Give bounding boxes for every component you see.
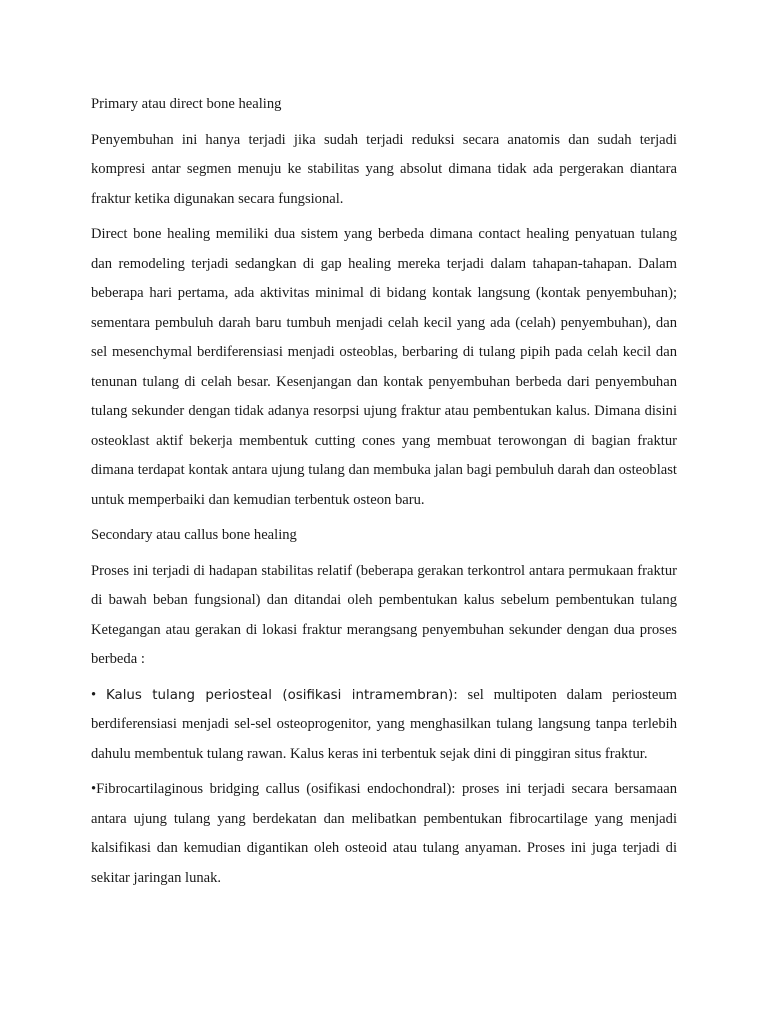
bullet-item-fibrocartilaginous-callus: •Fibrocartilaginous bridging callus (osifikasi endochondral): proses ini terjadi secara bersamaan antara ujung tulang yang berdekatan dan melibatkan pembentukan fibrocartilage yang menjadi kalsifikasi dan kemudian digantikan oleh osteoid atau tulang anyaman. Proses ini juga terjadi di sekitar jaringan lunak. bbox=[91, 781, 677, 886]
bullet-body-text: sel multipoten dalam periosteum berdiferensiasi menjadi sel-sel osteoprogenitor, yang menghasilkan tulang langsung tanpa terlebih dahulu membentuk tulang rawan. Kalus keras ini terbentuk sejak dini di pinggiran situs fraktur. bbox=[91, 686, 677, 762]
heading-primary-bone-healing: Primary atau direct bone healing bbox=[91, 96, 282, 112]
heading-secondary-bone-healing: Secondary atau callus bone healing bbox=[91, 527, 297, 543]
paragraph-direct-healing-details: Direct bone healing memiliki dua sistem yang berbeda dimana contact healing penyatuan tulang dan remodeling terjadi sedangkan di gap healing mereka terjadi dalam tahapan-tahapan. Dalam beberapa hari pertama, ada aktivitas minimal di bidang kontak langsung (kontak penyembuhan); sementara pembuluh darah baru tumbuh menjadi celah kecil yang ada (celah) penyembuhan), dan sel mesenchymal berdiferensiasi menjadi osteoblas, berbaring di tulang pipih pada celah kecil dan tenunan tulang di celah besar. Kesenjangan dan kontak penyembuhan berbeda dari penyembuhan tulang sekunder dengan tidak adanya resorpsi ujung fraktur atau pembentukan kalus. Dimana disini osteoklast aktif bekerja membentuk cutting cones yang membuat terowongan di bagian fraktur dimana terdapat kontak antara ujung tulang dan membuka jalan bagi pembuluh darah dan osteoblast untuk memperbaiki dan kemudian terbentuk osteon baru. bbox=[91, 226, 677, 508]
paragraph-primary-definition: Penyembuhan ini hanya terjadi jika sudah terjadi reduksi secara anatomis dan sudah terjadi kompresi antar segmen menuju ke stabilitas yang absolut dimana tidak ada pergerakan diantara fraktur ketika digunakan secara fungsional. bbox=[91, 131, 677, 207]
bullet-lead-text: Kalus tulang periosteal (osifikasi intramembran): bbox=[105, 687, 458, 703]
bullet-item-periosteal-callus bbox=[91, 681, 677, 770]
bullet-marker: • bbox=[91, 686, 97, 703]
document-page bbox=[91, 90, 677, 899]
paragraph-secondary-definition: Proses ini terjadi di hadapan stabilitas relatif (beberapa gerakan terkontrol antara permukaan fraktur di bawah beban fungsional) dan ditandai oleh pembentukan kalus sebelum pembentukan tulang Ketegangan atau gerakan di lokasi fraktur merangsang penyembuhan sekunder dengan dua proses berbeda : bbox=[91, 562, 677, 667]
